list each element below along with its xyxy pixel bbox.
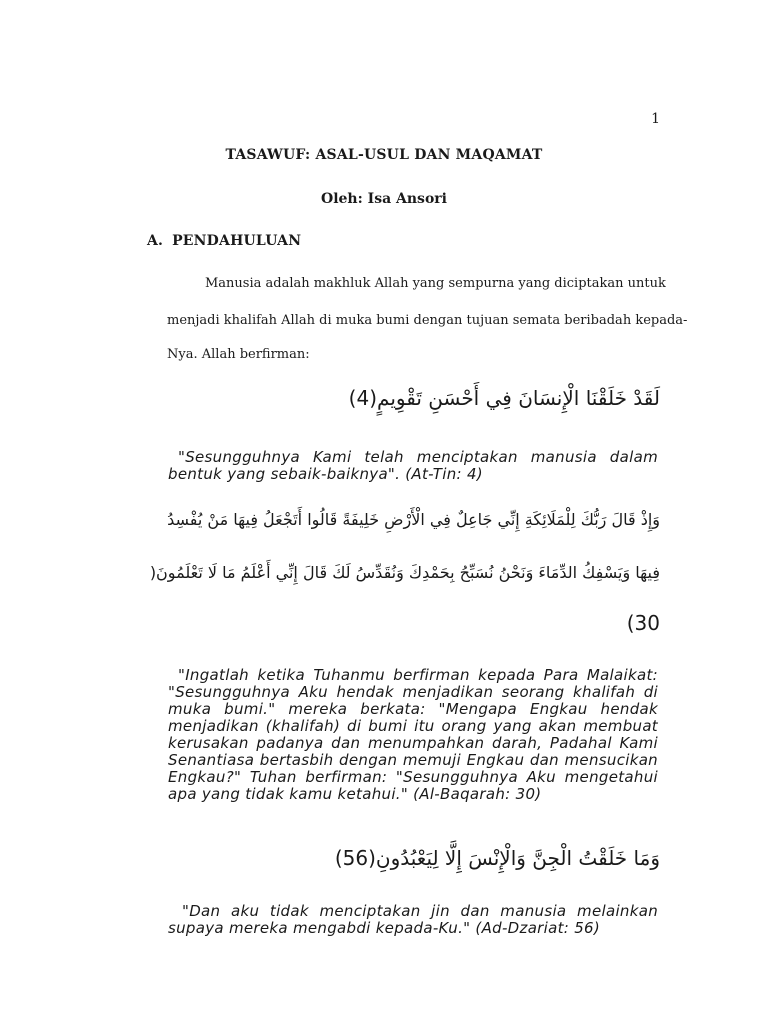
translation-line: kerusakan padanya dan menumpahkan darah, Padahal Kami: [168, 734, 658, 752]
quran-verse-ad-dzariat: وَمَا خَلَقْتُ الْجِنَّ وَالْإِنْسَ إِلَّا لِيَعْبُدُونِ(56): [334, 846, 660, 870]
translation-line: "Ingatlah ketika Tuhanmu berfirman kepada Para Malaikat:: [178, 666, 658, 684]
translation-line: menjadikan (khalifah) di bumi itu orang yang akan membuat: [168, 717, 658, 735]
translation-line: "Sesungguhnya Aku hendak menjadikan seorang khalifah di: [168, 683, 658, 701]
intro-line: Nya. Allah berfirman:: [167, 347, 310, 362]
page-number: 1: [651, 111, 660, 127]
section-heading: [147, 233, 301, 249]
section-title: PENDAHULUAN: [172, 233, 302, 249]
intro-line: menjadi khalifah Allah di muka bumi dengan tujuan semata beribadah kepada-: [167, 313, 688, 328]
translation-ad-dzariat: [168, 903, 658, 937]
section-label: A.: [147, 233, 164, 249]
quran-verse-al-baqarah-line: وَإِذْ قَالَ رَبُّكَ لِلْمَلَائِكَةِ إِنِّي جَاعِلٌ فِي الْأَرْضِ خَلِيفَةً قَالُوا أَتَجْعَلُ فِيهَا مَنْ يُفْسِدُ: [167, 510, 660, 529]
translation-line: muka bumi." mereka berkata: "Mengapa Engkau hendak: [168, 700, 658, 718]
translation-line: Engkau?" Tuhan berfirman: "Sesungguhnya Aku mengetahui: [168, 768, 658, 786]
translation-line: apa yang tidak kamu ketahui." (Al-Baqarah: 30): [168, 785, 542, 803]
translation-line: Senantiasa bertasbih dengan memuji Engkau dan mensucikan: [168, 751, 658, 769]
quran-verse-at-tin: لَقَدْ خَلَقْنَا الْإِنسَانَ فِي أَحْسَنِ تَقْوِيمٍ(4): [348, 386, 660, 410]
translation-line: "Sesungguhnya Kami telah menciptakan manusia dalam: [178, 448, 658, 466]
translation-line: bentuk yang sebaik-baiknya". (At-Tin: 4): [168, 465, 483, 483]
intro-line: Manusia adalah makhluk Allah yang sempurna yang diciptakan untuk: [205, 276, 666, 291]
translation-line: "Dan aku tidak menciptakan jin dan manusia melainkan: [182, 902, 658, 920]
document-title: TASAWUF: ASAL-USUL DAN MAQAMAT: [225, 147, 543, 163]
translation-line: supaya mereka mengabdi kepada-Ku." (Ad-Dzariat: 56): [168, 919, 601, 937]
quran-verse-al-baqarah-line: (30: [626, 611, 660, 635]
author-line: Oleh: Isa Ansori: [321, 191, 447, 207]
translation-al-baqarah: [168, 667, 658, 803]
quran-verse-al-baqarah-line: فِيهَا وَيَسْفِكُ الدِّمَاءَ وَنَحْنُ نُسَبِّحُ بِحَمْدِكَ وَنُقَدِّسُ لَكَ قَالَ إِنِّي أَعْلَمُ مَا لَا تَعْلَمُونَ(: [149, 563, 660, 582]
translation-at-tin: [168, 449, 658, 483]
